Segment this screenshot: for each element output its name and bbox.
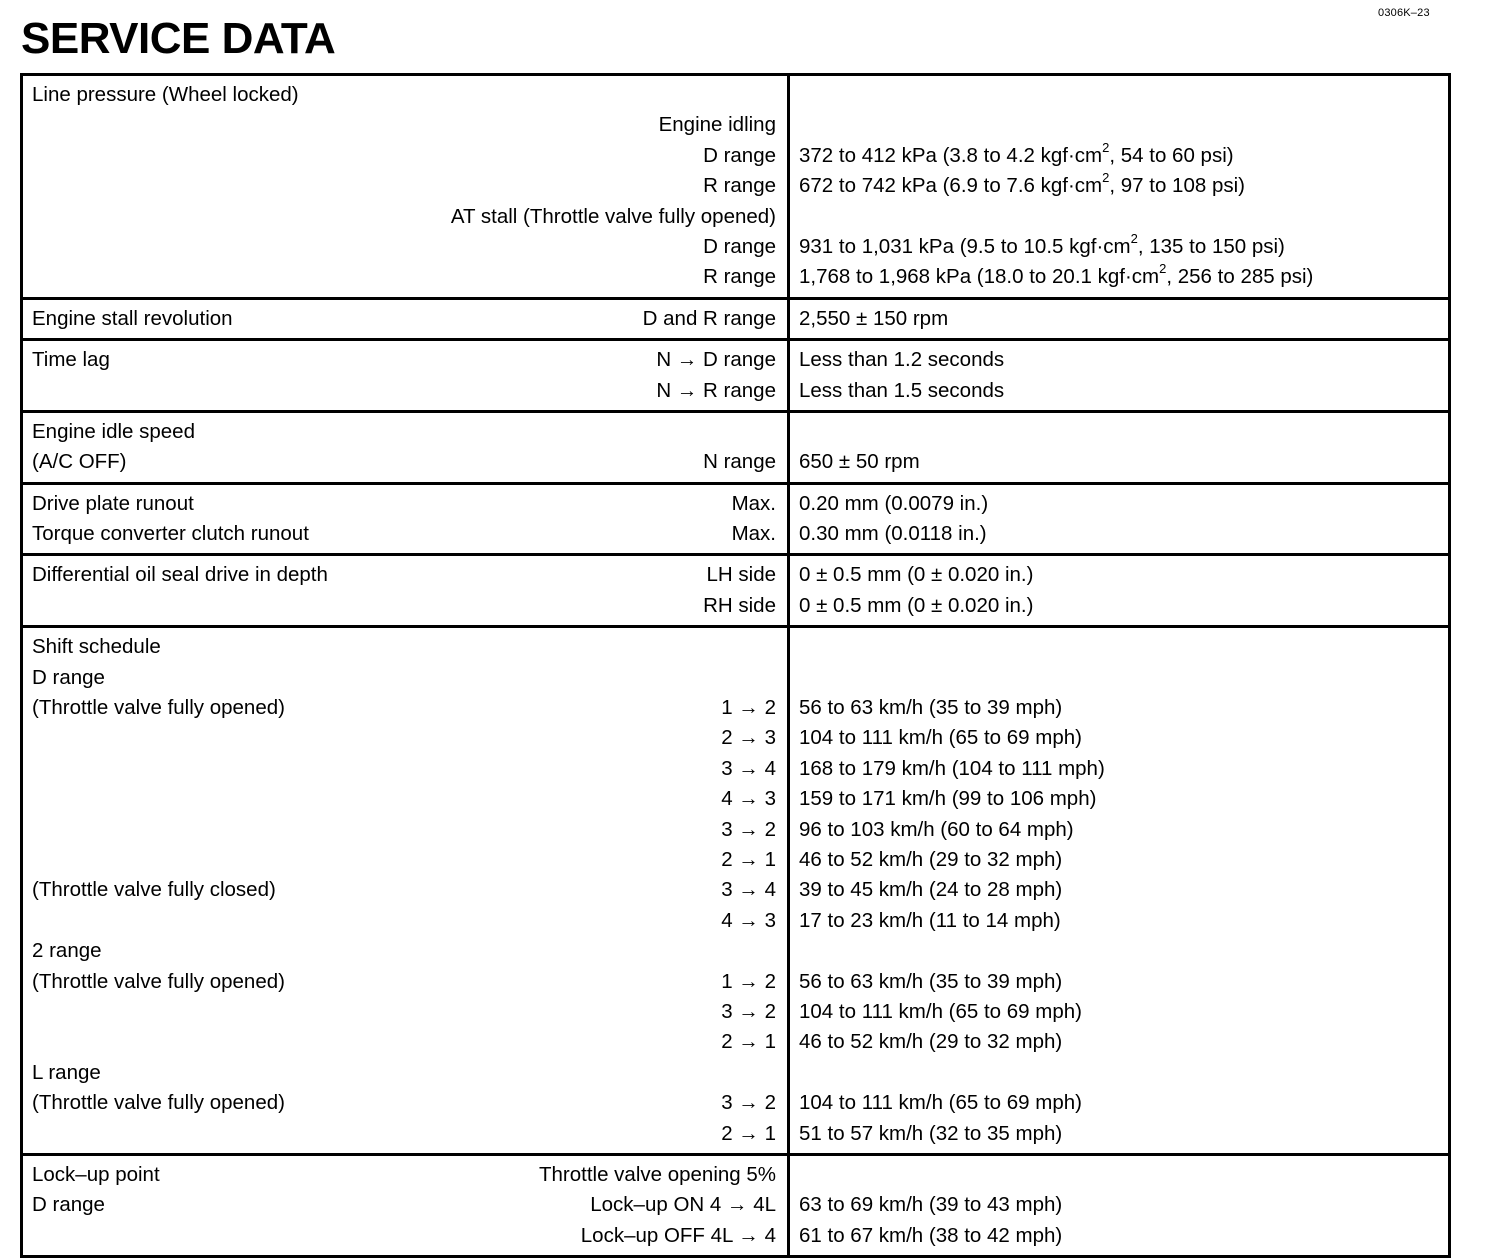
spec-value-tail: , 97 to 108 psi) bbox=[1109, 174, 1245, 198]
table-row-time-lag bbox=[23, 338, 1448, 410]
item-condition: N → R range bbox=[656, 378, 776, 402]
item-line bbox=[32, 1160, 776, 1190]
item-column bbox=[23, 556, 790, 625]
value-column bbox=[790, 556, 1448, 625]
item-line bbox=[32, 80, 776, 110]
item-condition: D and R range bbox=[642, 306, 776, 330]
item-condition: Engine idling bbox=[658, 113, 776, 137]
superscript: 2 bbox=[1159, 261, 1167, 277]
spec-value-text: 17 to 23 km/h (11 to 14 mph) bbox=[799, 908, 1061, 932]
item-label: (A/C OFF) bbox=[32, 450, 127, 474]
item-condition: RH side bbox=[703, 593, 776, 617]
item-label: (Throttle valve fully closed) bbox=[32, 878, 276, 902]
spec-value-text: 0.20 mm (0.0079 in.) bbox=[799, 491, 989, 515]
spec-value-text: 104 to 111 km/h (65 to 69 mph) bbox=[799, 999, 1082, 1023]
value-column bbox=[790, 628, 1448, 1153]
spec-value bbox=[799, 1160, 1440, 1190]
spec-value-text: 63 to 69 km/h (39 to 43 mph) bbox=[799, 1193, 1063, 1217]
spec-value-text: 46 to 52 km/h (29 to 32 mph) bbox=[799, 847, 1063, 871]
value-column bbox=[790, 300, 1448, 338]
item-line bbox=[32, 723, 776, 753]
spec-value bbox=[799, 845, 1440, 875]
table-row-idle-speed bbox=[23, 410, 1448, 482]
spec-value bbox=[799, 693, 1440, 723]
spec-value bbox=[799, 1088, 1440, 1118]
item-line bbox=[32, 110, 776, 140]
superscript: 2 bbox=[1102, 139, 1110, 155]
item-condition: 3 → 2 bbox=[721, 999, 776, 1023]
item-label: L range bbox=[32, 1060, 101, 1084]
item-line bbox=[32, 376, 776, 406]
item-line bbox=[32, 1190, 776, 1220]
item-condition: R range bbox=[703, 265, 776, 289]
service-data-table bbox=[20, 73, 1451, 1258]
item-line bbox=[32, 997, 776, 1027]
item-condition: Lock–up ON 4 → 4L bbox=[590, 1193, 776, 1217]
spec-value bbox=[799, 304, 1440, 334]
item-condition: D range bbox=[703, 234, 776, 258]
spec-value bbox=[799, 345, 1440, 375]
item-line bbox=[32, 591, 776, 621]
item-condition: 3 → 4 bbox=[721, 756, 776, 780]
spec-value-text: 159 to 171 km/h (99 to 106 mph) bbox=[799, 787, 1097, 811]
item-line bbox=[32, 232, 776, 262]
spec-value bbox=[799, 875, 1440, 905]
item-line bbox=[32, 1221, 776, 1251]
spec-value-text: 0 ± 0.5 mm (0 ± 0.020 in.) bbox=[799, 563, 1034, 587]
item-condition: D range bbox=[703, 143, 776, 167]
spec-value bbox=[799, 80, 1440, 110]
spec-value bbox=[799, 1221, 1440, 1251]
item-line bbox=[32, 936, 776, 966]
spec-value bbox=[799, 560, 1440, 590]
item-condition: N range bbox=[703, 450, 776, 474]
item-condition: 1 → 2 bbox=[721, 696, 776, 720]
spec-value bbox=[799, 262, 1440, 292]
item-line bbox=[32, 304, 776, 334]
item-line bbox=[32, 693, 776, 723]
item-column bbox=[23, 76, 790, 297]
item-line bbox=[32, 1119, 776, 1149]
spec-value-text: 39 to 45 km/h (24 to 28 mph) bbox=[799, 878, 1063, 902]
item-condition: Max. bbox=[731, 522, 776, 546]
item-column bbox=[23, 485, 790, 554]
spec-value-text: 0 ± 0.5 mm (0 ± 0.020 in.) bbox=[799, 593, 1034, 617]
item-condition: 3 → 4 bbox=[721, 878, 776, 902]
item-label: Engine idle speed bbox=[32, 419, 195, 443]
item-line bbox=[32, 519, 776, 549]
item-line bbox=[32, 489, 776, 519]
item-label: Line pressure (Wheel locked) bbox=[32, 83, 299, 106]
spec-value bbox=[799, 591, 1440, 621]
item-line bbox=[32, 1058, 776, 1088]
item-line bbox=[32, 967, 776, 997]
item-condition: 3 → 2 bbox=[721, 817, 776, 841]
item-column bbox=[23, 413, 790, 482]
item-label: Lock–up point bbox=[32, 1162, 160, 1186]
document-code: 0306K–23 bbox=[1378, 7, 1430, 19]
spec-value bbox=[799, 232, 1440, 262]
spec-value-text: 46 to 52 km/h (29 to 32 mph) bbox=[799, 1030, 1063, 1054]
spec-value bbox=[799, 1058, 1440, 1088]
spec-value bbox=[799, 663, 1440, 693]
item-label: Drive plate runout bbox=[32, 491, 194, 515]
value-column bbox=[790, 485, 1448, 554]
item-column bbox=[23, 1156, 790, 1255]
spec-value-text: 51 to 57 km/h (32 to 35 mph) bbox=[799, 1121, 1063, 1145]
spec-value bbox=[799, 202, 1440, 232]
spec-value-text: 96 to 103 km/h (60 to 64 mph) bbox=[799, 817, 1074, 841]
item-condition: 2 → 1 bbox=[721, 1121, 776, 1145]
spec-value-text: 2,550 ± 150 rpm bbox=[799, 306, 949, 330]
spec-value bbox=[799, 906, 1440, 936]
item-line bbox=[32, 141, 776, 171]
item-line bbox=[32, 632, 776, 662]
item-line bbox=[32, 754, 776, 784]
table-row-engine-stall bbox=[23, 297, 1448, 338]
spec-value-text: 0.30 mm (0.0118 in.) bbox=[799, 522, 987, 546]
item-line bbox=[32, 1088, 776, 1118]
item-label: Torque converter clutch runout bbox=[32, 522, 309, 546]
item-line bbox=[32, 447, 776, 477]
spec-value bbox=[799, 519, 1440, 549]
item-condition: 4 → 3 bbox=[721, 908, 776, 932]
table-row-shift-schedule bbox=[23, 625, 1448, 1153]
item-condition: AT stall (Throttle valve fully opened) bbox=[450, 204, 776, 228]
spec-value-tail: , 54 to 60 psi) bbox=[1109, 143, 1234, 167]
spec-value-text: 104 to 111 km/h (65 to 69 mph) bbox=[799, 726, 1082, 750]
spec-value-text: 56 to 63 km/h (35 to 39 mph) bbox=[799, 969, 1063, 993]
value-column bbox=[790, 341, 1448, 410]
spec-value bbox=[799, 447, 1440, 477]
item-line bbox=[32, 784, 776, 814]
item-label: (Throttle valve fully opened) bbox=[32, 696, 285, 720]
spec-value bbox=[799, 784, 1440, 814]
item-line bbox=[32, 663, 776, 693]
spec-value bbox=[799, 936, 1440, 966]
spec-value bbox=[799, 723, 1440, 753]
spec-value bbox=[799, 171, 1440, 201]
item-condition: 2 → 1 bbox=[721, 847, 776, 871]
spec-value bbox=[799, 754, 1440, 784]
item-line bbox=[32, 875, 776, 905]
spec-value bbox=[799, 1027, 1440, 1057]
item-line bbox=[32, 262, 776, 292]
table-row-runout bbox=[23, 482, 1448, 554]
item-line bbox=[32, 906, 776, 936]
spec-value-text: 56 to 63 km/h (35 to 39 mph) bbox=[799, 696, 1063, 720]
superscript: 2 bbox=[1102, 170, 1110, 186]
item-condition: R range bbox=[703, 174, 776, 198]
spec-value bbox=[799, 110, 1440, 140]
item-label: Time lag bbox=[32, 348, 110, 372]
item-condition: 2 → 1 bbox=[721, 1030, 776, 1054]
item-condition: LH side bbox=[706, 563, 776, 587]
spec-value-tail: , 135 to 150 psi) bbox=[1137, 234, 1285, 258]
table-row-oil-seal bbox=[23, 553, 1448, 625]
item-line bbox=[32, 345, 776, 375]
spec-value-text: 931 to 1,031 kPa (9.5 to 10.5 kgf·cm bbox=[799, 234, 1131, 258]
spec-value-text: Less than 1.5 seconds bbox=[799, 378, 1005, 402]
spec-value-text: 61 to 67 km/h (38 to 42 mph) bbox=[799, 1223, 1063, 1247]
item-condition: 3 → 2 bbox=[721, 1091, 776, 1115]
item-label: D range bbox=[32, 665, 105, 689]
item-line bbox=[32, 560, 776, 590]
item-line bbox=[32, 845, 776, 875]
item-condition: N → D range bbox=[656, 348, 776, 372]
item-condition: 2 → 3 bbox=[721, 726, 776, 750]
item-column bbox=[23, 628, 790, 1153]
table-row-lock-up bbox=[23, 1153, 1448, 1255]
item-line bbox=[32, 1027, 776, 1057]
spec-value bbox=[799, 997, 1440, 1027]
item-label: (Throttle valve fully opened) bbox=[32, 1091, 285, 1115]
item-label: Differential oil seal drive in depth bbox=[32, 563, 328, 587]
item-column bbox=[23, 341, 790, 410]
page-title: SERVICE DATA bbox=[21, 14, 336, 63]
item-condition: Throttle valve opening 5% bbox=[538, 1162, 776, 1186]
spec-value bbox=[799, 1190, 1440, 1220]
table-row-line-pressure bbox=[23, 76, 1448, 297]
spec-value bbox=[799, 632, 1440, 662]
item-label: D range bbox=[32, 1193, 105, 1217]
spec-value bbox=[799, 815, 1440, 845]
spec-value bbox=[799, 376, 1440, 406]
value-column bbox=[790, 413, 1448, 482]
spec-value-text: 650 ± 50 rpm bbox=[799, 450, 920, 474]
spec-value-text: 672 to 742 kPa (6.9 to 7.6 kgf·cm bbox=[799, 174, 1103, 198]
item-condition: Max. bbox=[731, 491, 776, 515]
value-column bbox=[790, 1156, 1448, 1255]
spec-value-text: Less than 1.2 seconds bbox=[799, 348, 1005, 372]
spec-value bbox=[799, 489, 1440, 519]
spec-value-text: 1,768 to 1,968 kPa (18.0 to 20.1 kgf·cm bbox=[799, 265, 1160, 289]
item-condition: 4 → 3 bbox=[721, 787, 776, 811]
item-line bbox=[32, 815, 776, 845]
spec-value bbox=[799, 967, 1440, 997]
spec-value-text: 168 to 179 km/h (104 to 111 mph) bbox=[799, 756, 1105, 780]
spec-value-text: 104 to 111 km/h (65 to 69 mph) bbox=[799, 1091, 1082, 1115]
item-line bbox=[32, 202, 776, 232]
item-label: 2 range bbox=[32, 939, 102, 963]
spec-value bbox=[799, 1119, 1440, 1149]
spec-value bbox=[799, 417, 1440, 447]
spec-value-tail: , 256 to 285 psi) bbox=[1166, 265, 1314, 289]
spec-value-text: 372 to 412 kPa (3.8 to 4.2 kgf·cm bbox=[799, 143, 1103, 167]
value-column bbox=[790, 76, 1448, 297]
item-label: Engine stall revolution bbox=[32, 306, 233, 330]
item-label: Shift schedule bbox=[32, 635, 161, 659]
item-line bbox=[32, 417, 776, 447]
item-column bbox=[23, 300, 790, 338]
item-label: (Throttle valve fully opened) bbox=[32, 969, 285, 993]
item-line bbox=[32, 171, 776, 201]
spec-value bbox=[799, 141, 1440, 171]
superscript: 2 bbox=[1130, 230, 1138, 246]
item-condition: 1 → 2 bbox=[721, 969, 776, 993]
item-condition: Lock–up OFF 4L → 4 bbox=[580, 1223, 776, 1247]
